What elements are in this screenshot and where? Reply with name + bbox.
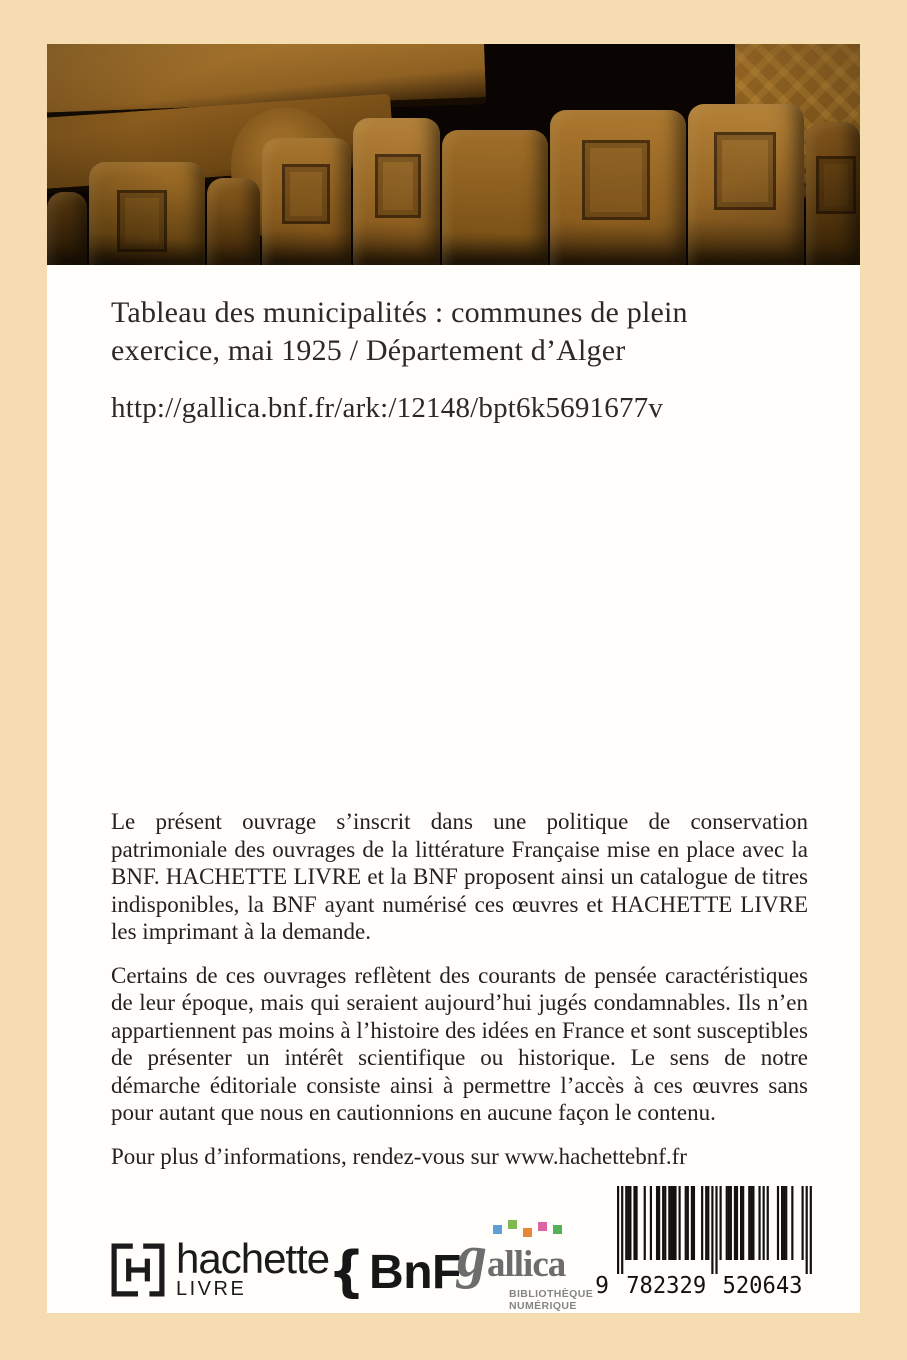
book-label [816, 156, 856, 214]
paragraph: Pour plus d’informations, rendez-vous sur www.hachettebnf.fr [111, 1143, 687, 1169]
cover-panel [47, 44, 860, 1313]
book-spine [442, 130, 548, 265]
gallica-logo [457, 1220, 597, 1312]
hachette-livre-label: LIVRE [176, 1278, 247, 1300]
gallica-caption-line: NUMÉRIQUE [509, 1300, 577, 1312]
paragraph: Certains de ces ouvrages reflètent des courants de pensée caractéristiques de leur époque, mais qui seraient aujourd’hui jugés condamnables. Ils n’en appartiennent pas moins à l’histoire des idées en France et sont susceptibles de présenter un intérêt scientifique ou historique. Le sens de notre démarche éditoriale consiste ainsi à permettre l’accès à ces œuvres sans pour autant que nous en cautionnions en aucune façon le contenu. [111, 962, 808, 1125]
book-spine [89, 162, 205, 265]
bnf-brace-icon: { [328, 1240, 366, 1304]
book-spine [353, 118, 440, 265]
book-label [375, 154, 421, 218]
gallica-caption [509, 1288, 593, 1312]
book-title [111, 294, 831, 370]
book-spine [806, 122, 860, 265]
svg-text:9: 9 [595, 1273, 609, 1296]
gallica-square [538, 1222, 547, 1231]
ean-barcode [591, 1184, 819, 1296]
hachette-livre-logo [111, 1235, 330, 1300]
gallica-rest: allica [487, 1244, 566, 1285]
books-photo [47, 44, 860, 265]
gallica-square [508, 1220, 517, 1229]
gallica-square [553, 1225, 562, 1234]
gallica-square [523, 1228, 532, 1237]
book-spine [207, 178, 260, 265]
hachette-wordmark: hachette [176, 1235, 330, 1282]
gallica-permalink: http://gallica.bnf.fr/ark:/12148/bpt6k5691677v [111, 392, 664, 424]
svg-text:520643: 520643 [722, 1273, 803, 1296]
gallica-initial: g [457, 1223, 487, 1289]
paragraph: Le présent ouvrage s’inscrit dans une politique de conservation patrimoniale des ouvrages de la littérature Française mise en place avec la BNF. HACHETTE LIVRE et la BNF proposent ainsi un catalogue de titres indisponibles, la BNF ayant numérisé ces œuvres et HACHETTE LIVRE les imprimant à la demande. [111, 809, 808, 944]
book-label [117, 190, 167, 252]
book-spine [688, 104, 804, 265]
gallica-wordmark [457, 1223, 597, 1289]
book-label [582, 140, 650, 220]
book-label [282, 164, 330, 224]
gallica-caption-line: BIBLIOTHÈQUE [509, 1288, 594, 1300]
barcode-svg [591, 1184, 819, 1296]
gallica-squares [493, 1220, 568, 1237]
svg-text:782329: 782329 [626, 1273, 707, 1296]
hachette-mark-icon [111, 1243, 165, 1297]
book-spine [550, 110, 686, 265]
title-line-1: Tableau des municipalités : communes de plein [111, 296, 688, 329]
book-label [714, 132, 776, 210]
book-spine [262, 138, 351, 265]
bnf-logo [328, 1242, 461, 1302]
book-spine [47, 192, 87, 265]
bnf-wordmark: BnF [369, 1245, 461, 1299]
title-line-2: exercice, mai 1925 / Département d’Alger [111, 334, 626, 367]
publisher-note [111, 808, 808, 1186]
gallica-square [493, 1225, 502, 1234]
